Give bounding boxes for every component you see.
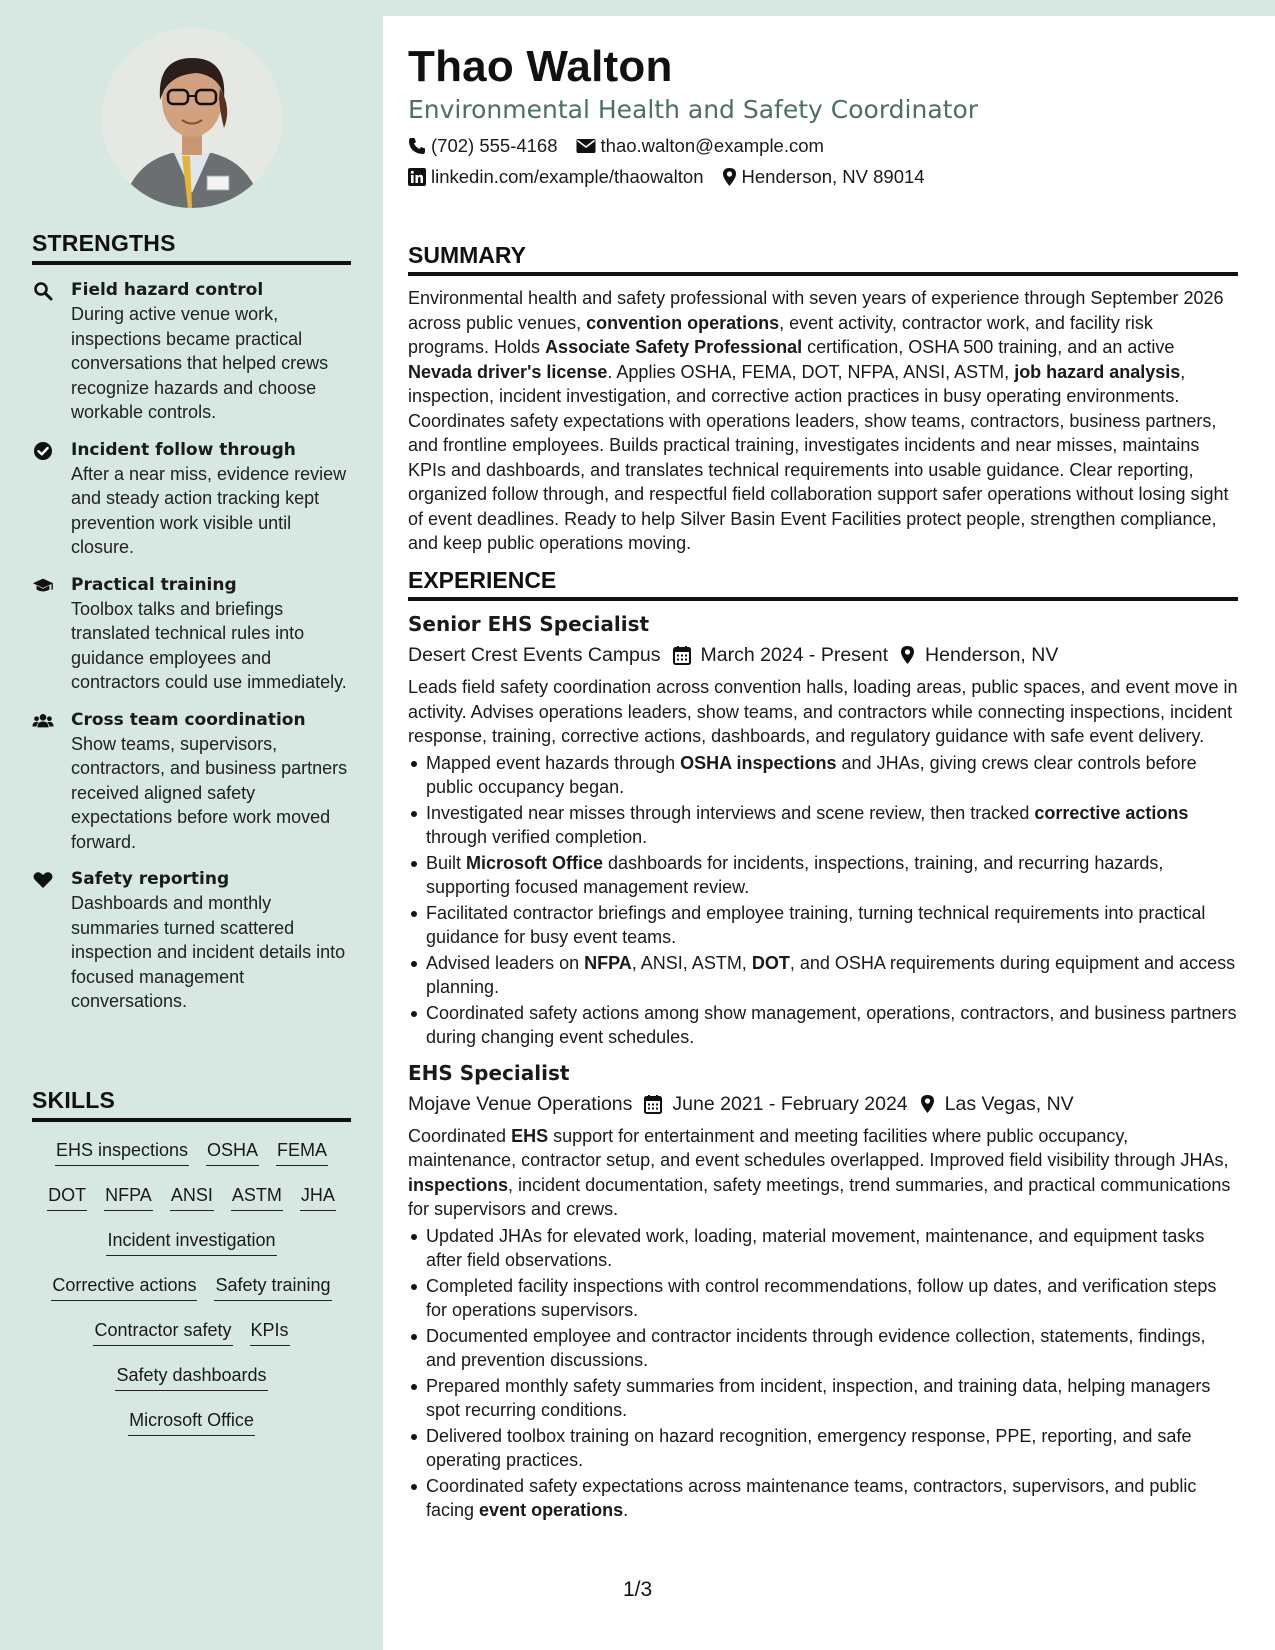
text-run: Mapped event hazards through: [426, 752, 681, 773]
strength-title: Practical training: [71, 574, 237, 595]
text-run: Coordinated safety actions among show management, operations, contractors, and business partners during changing event schedules.: [426, 1002, 1237, 1047]
summary-heading: SUMMARY: [408, 242, 1238, 276]
skills-row: [32, 1222, 351, 1267]
strengths-section: [32, 230, 351, 1014]
job-entry: [408, 611, 1238, 1050]
strength-description: Dashboards and monthly summaries turned scattered inspection and incident details into focused management conversations.: [71, 893, 346, 1011]
email-text: thao.walton@example.com: [600, 135, 824, 156]
emphasis-text: convention operations: [586, 312, 780, 333]
skills-row: [32, 1402, 351, 1447]
text-run: Updated JHAs for elevated work, loading, material movement, maintenance, and equipment tasks after field observations.: [426, 1225, 1205, 1270]
emphasis-text: DOT: [751, 952, 790, 973]
check-circle-icon: [32, 440, 54, 462]
text-run: Completed facility inspections with control recommendations, follow up dates, and verification steps for operations supervisors.: [426, 1275, 1217, 1320]
text-run: Built: [426, 852, 467, 873]
job-title: EHS Specialist: [408, 1060, 570, 1085]
users-icon: [32, 710, 54, 732]
skill-tag: DOT: [47, 1183, 87, 1211]
job-location: Las Vegas, NV: [944, 1092, 1074, 1115]
strengths-heading: STRENGTHS: [32, 230, 351, 265]
text-run: , and OSHA requirements during equipment and access planning.: [426, 952, 1236, 997]
skill-tag: OSHA: [206, 1138, 259, 1166]
skills-section: [32, 1087, 351, 1447]
candidate-role: Environmental Health and Safety Coordinator: [408, 95, 979, 124]
sidebar: [0, 0, 383, 1650]
job-location: Henderson, NV: [925, 644, 1059, 666]
profile-photo-illustration: [102, 28, 282, 208]
experience-heading: EXPERIENCE: [408, 567, 1238, 601]
emphasis-text: job hazard analysis: [1014, 361, 1181, 382]
main-content: [383, 16, 1275, 1650]
email-contact[interactable]: [576, 135, 824, 157]
emphasis-text: NFPA: [584, 952, 632, 973]
text-run: , event activity, contractor work, and facility risk programs. Holds: [408, 312, 1153, 357]
text-run: Coordinated safety expectations across maintenance teams, contractors, supervisors, and public facing: [426, 1475, 1197, 1520]
skill-tag: ASTM: [231, 1183, 283, 1211]
linkedin-contact[interactable]: [408, 166, 704, 188]
strength-title: Cross team coordination: [71, 709, 306, 730]
job-bullet: [408, 851, 1238, 900]
map-pin-icon: [920, 1094, 935, 1114]
strength-title: Field hazard control: [71, 280, 264, 300]
graduation-cap-icon: [32, 575, 54, 597]
job-meta: [408, 1091, 1238, 1117]
job-meta: [408, 642, 1238, 668]
strength-item: [32, 868, 351, 1014]
job-bullet: [408, 901, 1238, 950]
text-run: Delivered toolbox training on hazard recognition, emergency response, PPE, reporting, and safe operating practices.: [426, 1425, 1192, 1470]
summary-paragraph: [408, 286, 1238, 556]
text-run: . Applies OSHA, FEMA, DOT, NFPA, ANSI, ASTM,: [607, 361, 1015, 382]
job-bullet: [408, 1474, 1238, 1523]
job-bullet: [408, 1324, 1238, 1373]
job-summary: [408, 1124, 1238, 1222]
text-run: .: [623, 1500, 629, 1520]
search-icon: [32, 280, 54, 302]
job-dates: March 2024 - Present: [700, 644, 889, 666]
strength-title: Incident follow through: [71, 439, 296, 460]
text-run: , ANSI, ASTM,: [631, 952, 752, 973]
job-bullets: [408, 751, 1238, 1050]
text-run: , inspection, incident investigation, and corrective action practices in busy operating environments. Coordinates safety expectations with operations leaders, show teams, contractors, business partners, and frontline employees. Builds practical training, investigates incidents and near misses, maintains KPIs and dashboards, and translates technical requirements into usable guidance. Clear reporting, organized follow through, and respectful field collaboration support safer operations without losing sight of event deadlines. Ready to help Silver Basin Event Facilities protect people, strengthen compliance, and keep public operations moving.: [408, 361, 1229, 553]
strength-item: [32, 709, 351, 855]
job-company: Mojave Venue Operations: [408, 1092, 633, 1115]
text-run: Documented employee and contractor incidents through evidence collection, statements, findings, and prevention discussions.: [426, 1325, 1206, 1370]
text-run: Environmental health and safety professional with seven years of experience through September 2026 across public venues,: [408, 288, 1224, 333]
envelope-icon: [576, 138, 596, 154]
skill-tag: Safety training: [214, 1273, 331, 1301]
job-bullet: [408, 1374, 1238, 1423]
contact-line-2: [408, 166, 925, 188]
text-run: and JHAs, giving crews clear controls before public occupancy began.: [426, 752, 1197, 797]
text-run: dashboards for incidents, inspections, training, and recurring hazards, supporting focused management review.: [426, 852, 1164, 897]
strength-item: [32, 439, 351, 560]
candidate-name: Thao Walton: [408, 42, 673, 91]
job-location-group: [920, 1091, 1074, 1117]
skill-tag: Microsoft Office: [128, 1408, 255, 1436]
emphasis-text: Microsoft Office: [466, 852, 604, 873]
text-run: certification, OSHA 500 training, and an active: [802, 337, 1175, 357]
phone-icon: [408, 137, 426, 155]
job-entry: [408, 1060, 1238, 1523]
map-pin-icon: [722, 167, 737, 187]
summary-section: [408, 242, 1238, 556]
job-summary: [408, 675, 1238, 749]
emphasis-text: EHS: [511, 1125, 549, 1146]
skill-tag: JHA: [300, 1183, 336, 1211]
job-company: Desert Crest Events Campus: [408, 644, 661, 666]
job-bullet: [408, 951, 1238, 1000]
skills-row: [32, 1312, 351, 1357]
skill-tag: ANSI: [170, 1183, 214, 1211]
emphasis-text: event operations: [479, 1500, 624, 1520]
text-run: support for entertainment and meeting facilities where public occupancy, maintenance, contractor setup, and event schedules overlapped. Improved field visibility through JHAs,: [408, 1125, 1229, 1170]
linkedin-text: linkedin.com/example/thaowalton: [431, 166, 704, 187]
job-dates-group: [644, 1091, 907, 1117]
calendar-icon: [673, 645, 691, 665]
skill-tag: KPIs: [250, 1318, 290, 1346]
experience-section: [408, 567, 1238, 1523]
skill-tag: Safety dashboards: [115, 1363, 267, 1391]
strength-item: [32, 279, 351, 425]
strength-item: [32, 574, 351, 695]
strength-description: Show teams, supervisors, contractors, and business partners received aligned safety expectations before work moved forward.: [71, 733, 348, 852]
skills-heading: SKILLS: [32, 1087, 351, 1122]
skills-row: [32, 1132, 351, 1177]
job-bullet: [408, 1274, 1238, 1323]
text-run: Advised leaders on: [426, 952, 585, 973]
emphasis-text: Associate Safety Professional: [545, 337, 803, 357]
job-title: Senior EHS Specialist: [408, 612, 650, 636]
skills-list: [32, 1132, 351, 1447]
job-dates-group: [673, 642, 889, 668]
heart-icon: [32, 869, 54, 891]
phone-contact[interactable]: [408, 135, 558, 157]
calendar-icon: [644, 1094, 662, 1114]
text-run: Leads field safety coordination across convention halls, loading areas, public spaces, and event move in activity. Advises operations leaders, show teams, and contractors while connecting inspections, incident response, training, corrective actions, dashboards, and regulatory guidance with safe event delivery.: [408, 677, 1238, 746]
text-run: Prepared monthly safety summaries from incident, inspection, and training data, helping managers spot recurring conditions.: [426, 1375, 1211, 1420]
skill-tag: FEMA: [276, 1138, 328, 1166]
strength-description: After a near miss, evidence review and steady action tracking kept prevention work visible until closure.: [71, 463, 347, 557]
skills-row: [32, 1357, 351, 1402]
skills-row: [32, 1177, 351, 1222]
skill-tag: Corrective actions: [51, 1273, 197, 1301]
location-text: Henderson, NV 89014: [741, 166, 925, 187]
text-run: , incident documentation, safety meetings, trend summaries, and practical communications for supervisors and crews.: [408, 1174, 1231, 1219]
skill-tag: NFPA: [104, 1183, 153, 1211]
job-bullet: [408, 1424, 1238, 1473]
map-pin-icon: [900, 645, 915, 665]
skills-row: [32, 1267, 351, 1312]
strength-description: During active venue work, inspections became practical conversations that helped crews recognize hazards and choose workable controls.: [71, 304, 329, 422]
emphasis-text: OSHA inspections: [680, 752, 837, 773]
skill-tag: Contractor safety: [93, 1318, 232, 1346]
phone-text: (702) 555-4168: [431, 135, 558, 156]
job-dates: June 2021 - February 2024: [672, 1092, 908, 1115]
skill-tag: Incident investigation: [106, 1228, 276, 1256]
profile-photo: [102, 28, 282, 208]
contact-line-1: [408, 135, 824, 157]
text-run: Facilitated contractor briefings and employee training, turning technical requirements into practical guidance for busy event teams.: [426, 902, 1206, 947]
emphasis-text: inspections: [408, 1174, 509, 1195]
text-run: through verified completion.: [426, 827, 648, 847]
emphasis-text: corrective actions: [1034, 802, 1189, 823]
job-bullet: [408, 801, 1238, 850]
strength-title: Safety reporting: [71, 869, 230, 889]
text-run: Coordinated: [408, 1125, 512, 1146]
page-number: 1/3: [623, 1578, 653, 1601]
skill-tag: EHS inspections: [55, 1138, 189, 1166]
emphasis-text: Nevada driver's license: [408, 361, 608, 382]
text-run: Investigated near misses through interviews and scene review, then tracked: [426, 802, 1035, 823]
job-bullet: [408, 1224, 1238, 1273]
job-bullets: [408, 1224, 1238, 1523]
linkedin-icon: [408, 168, 426, 186]
strength-description: Toolbox talks and briefings translated technical rules into guidance employees and contractors could use immediately.: [71, 598, 347, 692]
location-contact: [722, 166, 925, 188]
job-location-group: [900, 642, 1058, 668]
job-bullet: [408, 751, 1238, 800]
job-bullet: [408, 1001, 1238, 1050]
